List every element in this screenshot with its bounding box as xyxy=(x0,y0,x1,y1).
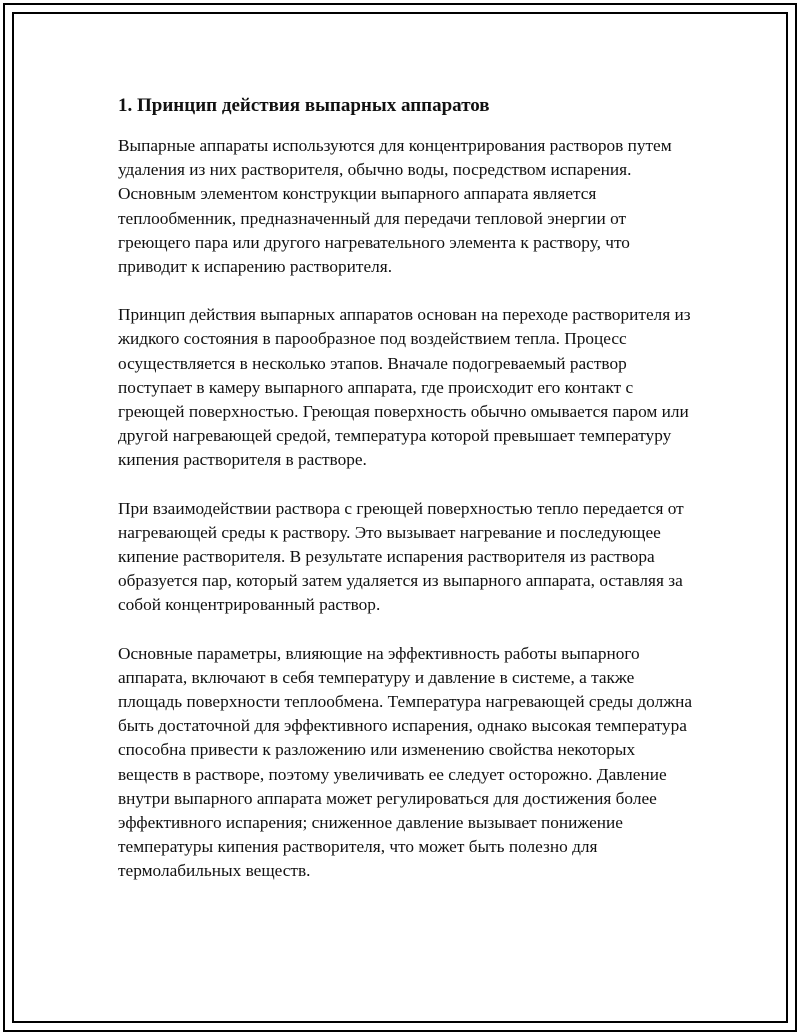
paragraph-1: Выпарные аппараты используются для концентрирования растворов путем удаления из них растворителя, обычно воды, посредством испарения. Основным элементом конструкции выпарного аппарата является теплообменник, предназначенный для передачи тепловой энергии от греющего пара или другого нагревательного элемента к раствору, что приводит к испарению растворителя. xyxy=(118,136,672,277)
paragraph-3: При взаимодействии раствора с греющей поверхностью тепло передается от нагревающей среды к раствору. Это вызывает нагревание и последующее кипение растворителя. В результате испарения растворителя из раствора образуется пар, который затем удаляется из выпарного аппарата, оставляя за собой концентрированный раствор. xyxy=(118,498,684,615)
paragraph-2: Принцип действия выпарных аппаратов основан на переходе растворителя из жидкого состояния в парообразное под воздействием тепла. Процесс осуществляется в несколько этапов. Вначале подогреваемый раствор поступает в камеру выпарного аппарата, где происходит его контакт с греющей поверхностью. Греющая поверхность обычно омывается паром или другой нагревающей средой, температура которой превышает температуру кипения растворителя в растворе. xyxy=(118,305,691,470)
document-body xyxy=(118,94,698,908)
page-title: 1. Принцип действия выпарных аппаратов xyxy=(118,95,490,116)
paragraph-4: Основные параметры, влияющие на эффективность работы выпарного аппарата, включают в себя температуру и давление в системе, а также площадь поверхности теплообмена. Температура нагревающей среды должна быть достаточной для эффективного испарения, однако высокая температура способна привести к разложению или изменению свойства некоторых веществ в растворе, поэтому увеличивать ее следует осторожно. Давление внутри выпарного аппарата может регулироваться для достижения более эффективного испарения; сниженное давление вызывает понижение температуры кипения растворителя, что может быть полезно для термолабильных веществ. xyxy=(118,643,693,881)
